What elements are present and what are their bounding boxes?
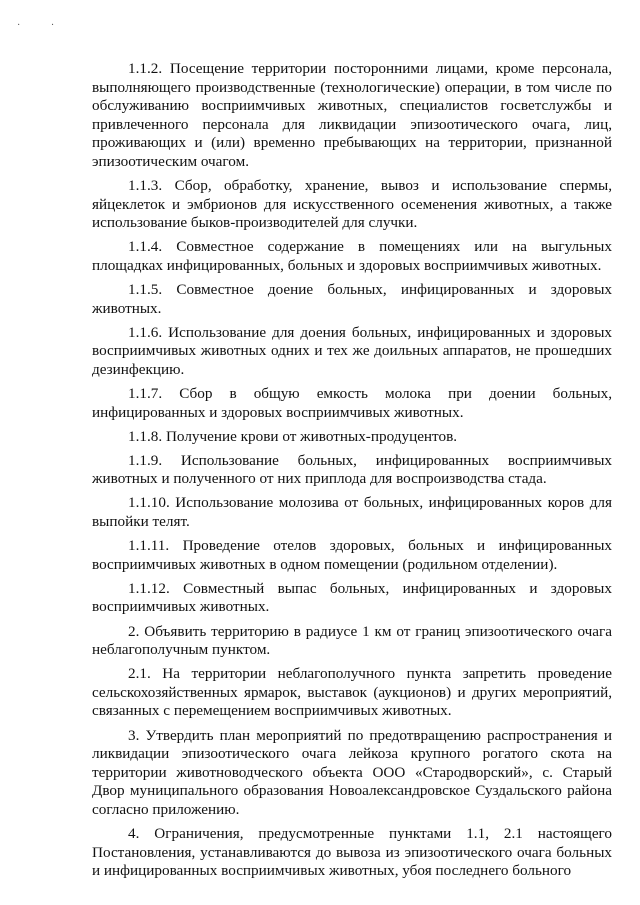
paragraph-1-1-4: 1.1.4. Совместное содержание в помещениях или на выгульных площадках инфицированных, больных и здоровых восприимчивых животных. (92, 238, 612, 274)
corner-marks: · · (17, 20, 69, 31)
paragraph-1-1-2: 1.1.2. Посещение территории посторонними лицами, кроме персонала, выполняющего производственные (технологические) операции, в том числе по обслуживанию восприимчивых животных, специалистов госветслужбы и привлеченного персонала для ликвидации эпизоотического очага, лиц, проживающих и (или) временно пребывающих на территории, признанной эпизоотическим очагом. (92, 60, 612, 170)
paragraph-1-1-11: 1.1.11. Проведение отелов здоровых, больных и инфицированных восприимчивых животных в одном помещении (родильном отделении). (92, 537, 612, 573)
paragraph-4: 4. Ограничения, предусмотренные пунктами 1.1, 2.1 настоящего Постановления, устанавливаются до вывоза из эпизоотического очага больных и инфицированных восприимчивых животных, убоя последнего больного (92, 824, 612, 880)
paragraph-1-1-12: 1.1.12. Совместный выпас больных, инфицированных и здоровых восприимчивых животных. (92, 579, 612, 616)
paragraph-3: 3. Утвердить план мероприятий по предотвращению распространения и ликвидации эпизоотического очага лейкоза крупного рогатого скота на территории животноводческого объекта ООО «Стародворский», с. Старый Двор муниципального образования Новоалександровское Суздальского района согласно приложению. (92, 726, 612, 818)
document-body (92, 60, 612, 886)
paragraph-1-1-3: 1.1.3. Сбор, обработку, хранение, вывоз и использование спермы, яйцеклеток и эмбрионов для искусственного осеменения животных, а также использование быков-производителей для случки. (92, 177, 612, 232)
paragraph-1-1-8: 1.1.8. Получение крови от животных-продуцентов. (128, 427, 458, 445)
paragraph-2: 2. Объявить территорию в радиусе 1 км от границ эпизоотического очага неблагополучным пунктом. (92, 622, 612, 659)
paragraph-1-1-5: 1.1.5. Совместное доение больных, инфицированных и здоровых животных. (92, 281, 612, 317)
paragraph-1-1-9: 1.1.9. Использование больных, инфицированных восприимчивых животных и полученного от них приплода для воспроизводства стада. (92, 451, 612, 488)
paragraph-1-1-7: 1.1.7. Сбор в общую емкость молока при доении больных, инфицированных и здоровых восприимчивых животных. (92, 385, 612, 421)
paragraph-1-1-6: 1.1.6. Использование для доения больных, инфицированных и здоровых восприимчивых животных одних и тех же доильных аппаратов, не прошедших дезинфекцию. (92, 323, 612, 378)
paragraph-1-1-10: 1.1.10. Использование молозива от больных, инфицированных коров для выпойки телят. (92, 494, 612, 531)
paragraph-2-1: 2.1. На территории неблагополучного пункта запретить проведение сельскохозяйственных ярмарок, выставок (аукционов) и других мероприятий, связанных с перемещением восприимчивых животных. (92, 665, 612, 720)
